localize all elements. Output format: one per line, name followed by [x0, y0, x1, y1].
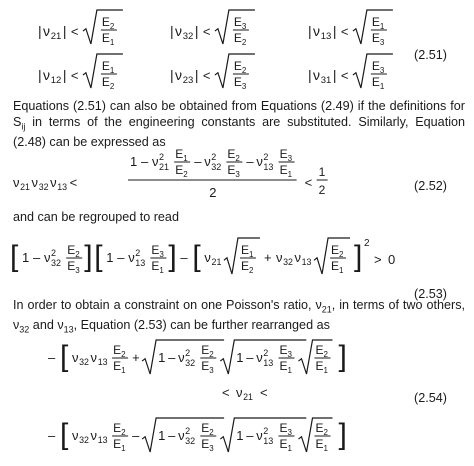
modulus-subscript: 1 — [379, 22, 385, 31]
minus-sign: – — [141, 154, 149, 169]
modulus-E: E — [371, 59, 380, 73]
equation-2-54 — [0, 334, 474, 466]
nu-symbol: ν — [256, 428, 263, 443]
plus-sign: + — [263, 250, 272, 265]
minus-sign: – — [180, 250, 188, 265]
modulus-subscript: 3 — [287, 154, 293, 163]
nu-subscript: 13 — [263, 162, 274, 172]
abs-bar: | — [170, 23, 174, 39]
modulus-E: E — [67, 259, 76, 273]
nu-symbol: ν — [128, 250, 135, 265]
superscript-two: 2 — [364, 238, 370, 249]
less-than-sign: < — [70, 24, 79, 39]
modulus-E: E — [331, 243, 340, 257]
half-denominator: 2 — [318, 183, 326, 197]
minus-sign: – — [48, 428, 56, 443]
modulus-subscript: 2 — [241, 38, 247, 47]
abs-bar: | — [332, 23, 337, 39]
nu-symbol: ν — [72, 350, 79, 365]
nu-subscript: 13 — [135, 258, 146, 268]
modulus-subscript: 3 — [379, 66, 385, 75]
modulus-E: E — [113, 359, 122, 373]
equation-number-2-52: (2.52) — [414, 179, 447, 193]
modulus-subscript: 1 — [339, 266, 344, 275]
nu-symbol: ν — [152, 154, 159, 169]
less-than-sign: < — [69, 175, 78, 190]
nu-subscript: 32 — [51, 258, 62, 268]
nu-symbol: ν — [90, 350, 98, 365]
less-than-sign: < — [70, 68, 79, 83]
one: 1 — [106, 250, 114, 265]
left-bracket: [ — [94, 240, 103, 273]
nu-symbol: ν — [178, 350, 185, 365]
modulus-E: E — [233, 15, 242, 29]
modulus-subscript: 2 — [121, 350, 126, 359]
modulus-E: E — [101, 59, 110, 73]
nu-symbol: ν — [256, 154, 263, 169]
modulus-subscript: 1 — [248, 250, 254, 259]
abs-bar: | — [194, 67, 199, 83]
paragraph-text: , Equation (2.53) can be further rearranged as — [73, 318, 330, 333]
nu-subscript: 32 — [79, 435, 89, 445]
nu-subscript: 13 — [97, 435, 108, 445]
half-numerator: 1 — [318, 165, 326, 179]
nu-symbol: ν — [313, 67, 320, 83]
nu-subscript: 13 — [57, 182, 68, 192]
equation-number-2-54: (2.54) — [414, 391, 447, 405]
modulus-subscript: 1 — [109, 38, 115, 47]
nu-subscript: 21 — [243, 392, 253, 402]
less-than-sign: < — [222, 385, 230, 400]
equation-2-53 — [0, 226, 474, 292]
paragraph-constraint — [13, 298, 465, 338]
modulus-E: E — [315, 421, 324, 435]
less-than-sign: < — [202, 24, 211, 39]
modulus-subscript: 2 — [209, 428, 214, 437]
right-bracket: ] — [84, 240, 93, 273]
minus-sign: – — [246, 154, 254, 169]
modulus-subscript: 1 — [323, 366, 328, 375]
nu-symbol: ν — [44, 250, 51, 265]
inequality-nu23 — [170, 54, 255, 91]
superscript-two: 2 — [185, 426, 191, 436]
inequality-nu31 — [308, 54, 393, 91]
modulus-E: E — [113, 421, 122, 435]
less-than-sign: < — [304, 175, 313, 190]
minus-sign: – — [168, 350, 176, 365]
modulus-E: E — [371, 15, 380, 29]
modulus-E: E — [233, 75, 242, 89]
modulus-E: E — [67, 243, 76, 257]
paragraph-regroup — [13, 210, 465, 226]
superscript-two: 2 — [135, 248, 141, 258]
modulus-subscript: 2 — [323, 350, 328, 359]
minus-sign: – — [246, 428, 254, 443]
modulus-E: E — [279, 437, 288, 451]
superscript-two: 2 — [211, 152, 217, 162]
modulus-E: E — [227, 163, 236, 177]
modulus-subscript: 3 — [287, 428, 292, 437]
nu-symbol: ν — [236, 385, 243, 400]
modulus-E: E — [315, 343, 324, 357]
modulus-E: E — [233, 31, 242, 45]
nu-subscript: 21 — [211, 257, 222, 267]
denominator-two: 2 — [209, 185, 217, 200]
nu-subscript: 13 — [263, 358, 274, 368]
modulus-subscript: 1 — [287, 366, 292, 375]
modulus-subscript: 1 — [183, 154, 188, 163]
nu-symbol: ν — [313, 23, 320, 39]
nu-symbol: ν — [204, 154, 211, 169]
modulus-E: E — [279, 421, 288, 435]
nu-subscript: 12 — [50, 75, 62, 86]
minus-sign: – — [48, 350, 56, 365]
modulus-subscript: 2 — [339, 250, 344, 259]
modulus-subscript: 2 — [323, 428, 328, 437]
modulus-subscript: 3 — [209, 444, 214, 453]
right-bracket: ] — [338, 340, 347, 373]
paragraph-text: Equations (2.51) can also be obtained from Equations (2.49) if the definitions for S — [13, 99, 465, 129]
equation-2-52 — [0, 144, 474, 218]
paragraph-text: In order to obtain a constraint on one Poisson's ratio, ν — [13, 298, 322, 312]
nu-subscript: 13 — [320, 31, 332, 42]
nu-subscript: 32 — [182, 31, 194, 42]
nu-subscript: 31 — [320, 75, 332, 86]
left-bracket: [ — [60, 418, 69, 451]
modulus-E: E — [151, 259, 160, 273]
minus-sign: – — [132, 428, 140, 443]
one: 1 — [158, 350, 166, 365]
modulus-E: E — [279, 343, 288, 357]
modulus-E: E — [279, 163, 288, 177]
abs-bar: | — [62, 67, 67, 83]
modulus-subscript: 2 — [248, 266, 254, 275]
nu-symbol: ν — [256, 350, 263, 365]
superscript-two: 2 — [51, 248, 57, 258]
modulus-subscript: 3 — [241, 22, 247, 31]
nu-subscript: 32 — [38, 182, 49, 192]
modulus-E: E — [279, 147, 288, 161]
modulus-subscript: 2 — [241, 66, 247, 75]
nu-subscript: 32 — [211, 162, 222, 172]
abs-bar: | — [170, 67, 174, 83]
modulus-subscript: 2 — [121, 428, 126, 437]
modulus-E: E — [101, 15, 110, 29]
paragraph-text: and can be regrouped to read — [13, 210, 179, 224]
plus-sign: + — [132, 350, 140, 365]
modulus-subscript: 1 — [323, 444, 328, 453]
equation-number-2-53: (2.53) — [414, 287, 447, 301]
modulus-subscript: 3 — [379, 38, 385, 47]
superscript-two: 2 — [263, 152, 269, 162]
minus-sign: – — [246, 350, 254, 365]
nu-symbol: ν — [90, 428, 98, 443]
nu-subscript: 23 — [182, 75, 194, 86]
nu-symbol: ν — [43, 23, 50, 39]
modulus-subscript: 2 — [109, 82, 115, 91]
less-than-sign: < — [260, 385, 268, 400]
modulus-subscript: 2 — [235, 154, 240, 163]
one: 1 — [130, 154, 138, 169]
nu-subscript: 13 — [97, 357, 108, 367]
right-bracket: ] — [354, 240, 363, 273]
modulus-E: E — [371, 31, 380, 45]
equation-number-2-51: (2.51) — [414, 48, 447, 62]
nu-subscript: 21 — [159, 162, 170, 172]
modulus-subscript: 1 — [287, 170, 293, 179]
paragraph-text: , in terms of two others, ν — [13, 298, 465, 333]
nu-symbol: ν — [175, 23, 182, 39]
nu-subscript: 21 — [20, 182, 30, 192]
modulus-E: E — [240, 259, 249, 273]
modulus-subscript: 3 — [235, 170, 240, 179]
modulus-E: E — [101, 31, 110, 45]
modulus-E: E — [240, 243, 249, 257]
modulus-subscript: 1 — [121, 366, 126, 375]
less-than-sign: < — [202, 68, 211, 83]
nu-subscript: 13 — [263, 436, 274, 446]
modulus-subscript: 1 — [109, 66, 115, 75]
nu-subscript: 32 — [185, 436, 196, 446]
nu-subscript: 32 — [283, 257, 293, 267]
nu-symbol: ν — [175, 67, 182, 83]
paragraph-text: and ν — [29, 318, 64, 333]
modulus-subscript: 3 — [75, 266, 80, 275]
subscript: 21 — [321, 304, 332, 315]
modulus-subscript: 1 — [379, 82, 385, 91]
nu-symbol: ν — [13, 175, 20, 190]
modulus-subscript: 3 — [159, 250, 164, 259]
inequality-nu12 — [38, 54, 123, 91]
modulus-E: E — [151, 243, 160, 257]
abs-bar: | — [62, 23, 67, 39]
modulus-subscript: 2 — [209, 350, 214, 359]
superscript-two: 2 — [159, 152, 165, 162]
modulus-subscript: 3 — [241, 82, 247, 91]
nu-symbol: ν — [43, 67, 50, 83]
one: 1 — [22, 250, 30, 265]
left-bracket: [ — [60, 340, 69, 373]
minus-sign: – — [117, 250, 125, 265]
right-bracket: ] — [338, 418, 347, 451]
nu-subscript: 13 — [301, 257, 312, 267]
one: 1 — [236, 350, 244, 365]
modulus-E: E — [201, 437, 210, 451]
paragraph-text: in terms of the engineering constants are substituted. Similarly, Equation (2.48) can be expressed as — [13, 114, 465, 149]
abs-bar: | — [194, 23, 199, 39]
left-bracket: [ — [192, 240, 201, 273]
superscript-two: 2 — [263, 348, 269, 358]
nu-symbol: ν — [275, 250, 283, 265]
abs-bar: | — [308, 67, 312, 83]
modulus-E: E — [233, 59, 242, 73]
modulus-subscript: 3 — [209, 366, 214, 375]
superscript-two: 2 — [263, 426, 269, 436]
abs-bar: | — [308, 23, 312, 39]
left-bracket: [ — [10, 240, 19, 273]
nu-symbol: ν — [50, 175, 57, 190]
modulus-subscript: 1 — [287, 444, 292, 453]
abs-bar: | — [38, 23, 42, 39]
modulus-subscript: 2 — [109, 22, 115, 31]
nu-symbol: ν — [204, 250, 211, 265]
nu-symbol: ν — [178, 428, 185, 443]
one: 1 — [158, 428, 166, 443]
minus-sign: – — [33, 250, 41, 265]
less-than-sign: < — [340, 68, 349, 83]
inequality-nu13 — [308, 10, 393, 47]
modulus-subscript: 3 — [287, 350, 292, 359]
equation-2-51 — [0, 0, 474, 100]
zero: 0 — [388, 252, 396, 267]
nu-subscript: 32 — [185, 358, 196, 368]
modulus-E: E — [371, 75, 380, 89]
subscript: 13 — [63, 324, 74, 335]
modulus-E: E — [101, 75, 110, 89]
subscript: ij — [21, 121, 26, 132]
modulus-E: E — [279, 359, 288, 373]
nu-subscript: 21 — [50, 31, 62, 42]
modulus-subscript: 2 — [183, 170, 188, 179]
abs-bar: | — [38, 67, 42, 83]
superscript-two: 2 — [185, 348, 191, 358]
right-bracket: ] — [168, 240, 177, 273]
modulus-E: E — [113, 437, 122, 451]
modulus-subscript: 1 — [159, 266, 164, 275]
one: 1 — [236, 428, 244, 443]
modulus-E: E — [113, 343, 122, 357]
modulus-E: E — [201, 343, 210, 357]
modulus-E: E — [315, 359, 324, 373]
modulus-subscript: 2 — [75, 250, 80, 259]
nu-symbol: ν — [31, 175, 39, 190]
modulus-subscript: 1 — [121, 444, 126, 453]
modulus-E: E — [331, 259, 340, 273]
modulus-E: E — [201, 359, 210, 373]
subscript: 32 — [19, 324, 30, 335]
inequality-nu21 — [38, 10, 123, 47]
less-than-sign: < — [340, 24, 349, 39]
nu-symbol: ν — [72, 428, 79, 443]
modulus-E: E — [175, 147, 184, 161]
greater-than-sign: > — [374, 252, 382, 267]
modulus-E: E — [227, 147, 236, 161]
nu-subscript: 32 — [79, 357, 89, 367]
modulus-E: E — [315, 437, 324, 451]
paragraph-substitution — [13, 99, 465, 150]
inequality-nu32 — [170, 10, 255, 47]
modulus-E: E — [201, 421, 210, 435]
modulus-E: E — [175, 163, 184, 177]
minus-sign: – — [194, 154, 202, 169]
abs-bar: | — [332, 67, 337, 83]
minus-sign: – — [168, 428, 176, 443]
nu-symbol: ν — [294, 250, 301, 265]
